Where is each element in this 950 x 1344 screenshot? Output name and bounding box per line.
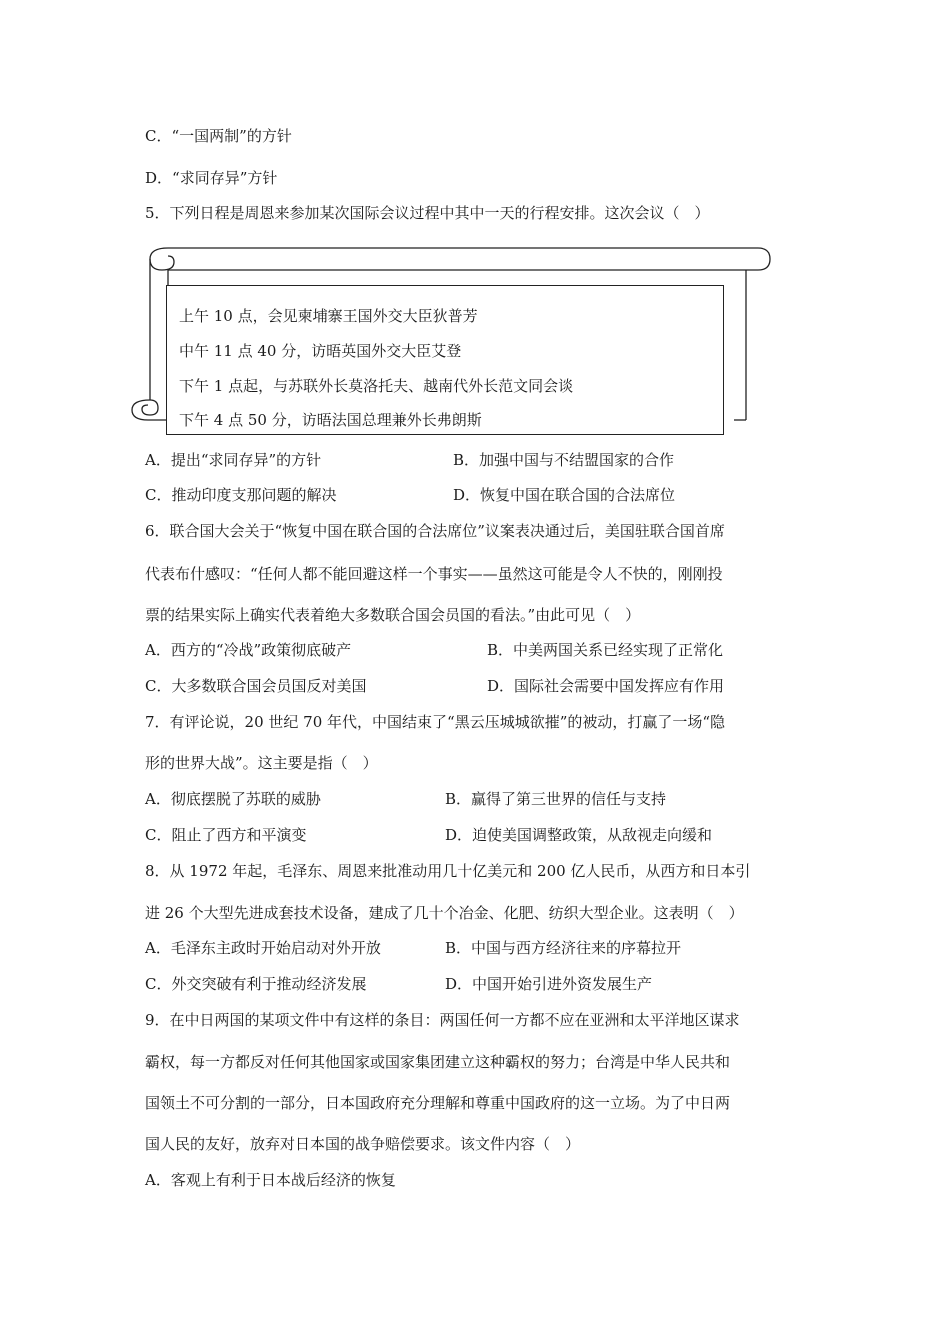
q6-option-b: B．中美两国关系已经实现了正常化: [487, 641, 724, 659]
q7-stem-line: 7．有评论说，20 世纪 70 年代，中国结束了“黑云压城城欲摧”的被动，打赢了一场“隐: [145, 713, 726, 731]
schedule-item: 下午 1 点起，与苏联外长莫洛托夫、越南代外长范文同会谈: [179, 377, 574, 395]
q5-option-c: C．推动印度支那问题的解决: [145, 486, 337, 504]
q8-stem-line: 8．从 1972 年起，毛泽东、周恩来批准动用几十亿美元和 200 亿人民币，从西方和日本引: [145, 862, 751, 880]
q6-stem-line: 代表布什感叹：“任何人都不能回避这样一个事实——虽然这可能是令人不快的，刚刚投: [145, 565, 723, 583]
q9-stem-line: 霸权，每一方都反对任何其他国家或国家集团建立这种霸权的努力；台湾是中华人民共和: [145, 1053, 731, 1071]
schedule-box: [166, 285, 724, 435]
q8-option-c: C．外交突破有利于推动经济发展: [145, 975, 367, 993]
q7-option-b: B．赢得了第三世界的信任与支持: [445, 790, 667, 808]
q7-stem-line: 形的世界大战”。这主要是指（ ）: [145, 754, 378, 772]
q9-option-a: A．客观上有利于日本战后经济的恢复: [145, 1171, 396, 1189]
q6-option-a: A．西方的“冷战”政策彻底破产: [145, 641, 352, 659]
q5-option-a: A．提出“求同存异”的方针: [145, 451, 322, 469]
q9-stem-line: 国人民的友好，放弃对日本国的战争赔偿要求。该文件内容（ ）: [145, 1135, 581, 1153]
q7-option-c: C．阻止了西方和平演变: [145, 826, 307, 844]
schedule-item: 上午 10 点，会见柬埔寨王国外交大臣狄普芳: [179, 307, 478, 325]
q6-stem-line: 6．联合国大会关于“恢复中国在联合国的合法席位”议案表决通过后，美国驻联合国首席: [145, 522, 725, 540]
schedule-item: 中午 11 点 40 分，访晤英国外交大臣艾登: [179, 342, 462, 360]
q8-option-b: B．中国与西方经济往来的序幕拉开: [445, 939, 682, 957]
q8-option-d: D．中国开始引进外资发展生产: [445, 975, 653, 993]
q6-stem-line: 票的结果实际上确实代表着绝大多数联合国会员国的看法。”由此可见（ ）: [145, 606, 641, 624]
q6-option-c: C．大多数联合国会员国反对美国: [145, 677, 367, 695]
prev-option-c: C．“一国两制”的方针: [145, 127, 292, 145]
q5-option-d: D．恢复中国在联合国的合法席位: [453, 486, 676, 504]
q9-stem-line: 9．在中日两国的某项文件中有这样的条目：两国任何一方都不应在亚洲和太平洋地区谋求: [145, 1011, 740, 1029]
schedule-item: 下午 4 点 50 分，访晤法国总理兼外长弗朗斯: [179, 411, 482, 429]
q8-stem-line: 进 26 个大型先进成套技术设备，建成了几十个冶金、化肥、纺织大型企业。这表明（ ）: [145, 904, 744, 922]
prev-option-d: D．“求同存异”方针: [145, 169, 278, 187]
q6-option-d: D．国际社会需要中国发挥应有作用: [487, 677, 725, 695]
q7-option-a: A．彻底摆脱了苏联的威胁: [145, 790, 321, 808]
q7-option-d: D．迫使美国调整政策，从敌视走向缓和: [445, 826, 713, 844]
q9-stem-line: 国领土不可分割的一部分，日本国政府充分理解和尊重中国政府的这一立场。为了中日两: [145, 1094, 731, 1112]
q8-option-a: A．毛泽东主政时开始启动对外开放: [145, 939, 381, 957]
question-5-stem: 5．下列日程是周恩来参加某次国际会议过程中其中一天的行程安排。这次会议（ ）: [145, 204, 710, 222]
q5-option-b: B．加强中国与不结盟国家的合作: [453, 451, 675, 469]
